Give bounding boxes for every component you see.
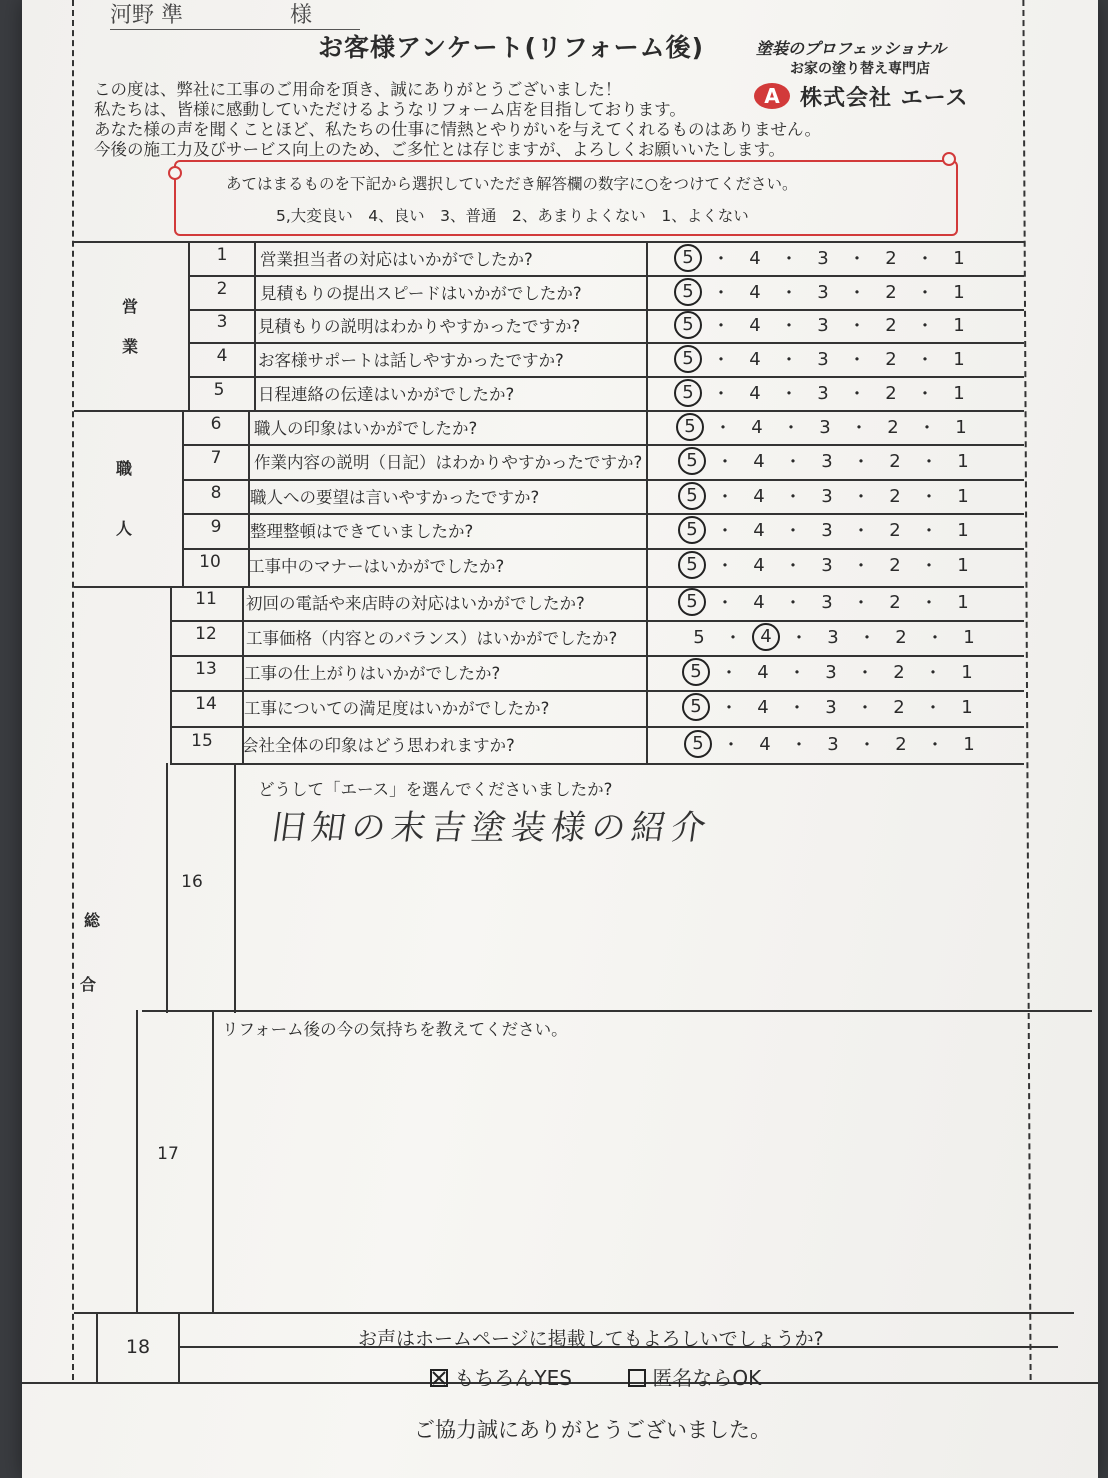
rating-option[interactable]: 4 (753, 591, 765, 613)
table-divider (166, 763, 168, 1013)
rating-scale (678, 551, 978, 579)
rating-option[interactable]: 4 (753, 519, 765, 541)
option-anonymous[interactable] (628, 1362, 761, 1391)
rating-option-selected[interactable]: 5 (682, 693, 710, 721)
rating-option-selected[interactable]: 5 (684, 730, 712, 758)
question-17-text: リフォーム後の今の気持ちを教えてください。 (222, 1020, 568, 1039)
row-divider (170, 655, 1024, 657)
question-number: 18 (125, 1336, 151, 1358)
rating-separator: ・ (720, 698, 738, 719)
rating-separator: ・ (716, 556, 734, 577)
checked-box-icon (430, 1369, 448, 1387)
option-anonymous-label: 匿名ならOK (652, 1366, 762, 1390)
rating-separator: ・ (780, 283, 798, 304)
rating-separator: ・ (916, 249, 934, 270)
rating-option[interactable]: 3 (817, 314, 829, 336)
table-divider (136, 1010, 138, 1312)
row-divider (182, 479, 1024, 481)
row-divider (74, 1312, 1074, 1314)
question-16-text: どうして「エース」を選んでくださいましたか? (258, 780, 613, 799)
rating-separator: ・ (926, 628, 944, 649)
rating-separator: ・ (716, 452, 734, 473)
rating-option[interactable]: 2 (889, 519, 901, 541)
rating-option[interactable]: 4 (757, 661, 769, 683)
rating-separator: ・ (788, 663, 806, 684)
rating-separator: ・ (722, 735, 740, 756)
intro-line: あなた様の声を聞くことほど、私たちの仕事に情熱とやりがいを与えてくれるものはありません。 (94, 120, 821, 139)
row-divider (182, 444, 1024, 446)
rating-separator: ・ (784, 452, 802, 473)
company-name: 株式会社 エース (800, 85, 969, 111)
table-top-border (74, 241, 1024, 243)
rating-separator: ・ (848, 249, 866, 270)
rating-scale (674, 278, 974, 306)
rating-option-selected[interactable]: 5 (674, 311, 702, 339)
rating-separator: ・ (920, 521, 938, 542)
rating-option[interactable]: 2 (885, 382, 897, 404)
question-text: 作業内容の説明（日記）はわかりやすかったですか? (254, 453, 643, 472)
table-divider (170, 586, 172, 764)
customer-name: 河野 準 (110, 3, 183, 28)
rating-separator: ・ (712, 249, 730, 270)
rating-option-selected[interactable]: 5 (678, 516, 706, 544)
intro-line: 私たちは、皆様に感動していただけるようなリフォーム店を目指しております。 (94, 100, 686, 119)
rating-option[interactable]: 3 (817, 348, 829, 370)
rating-separator: ・ (848, 283, 866, 304)
rating-separator: ・ (780, 384, 798, 405)
rating-separator: ・ (850, 418, 868, 439)
rating-separator: ・ (858, 735, 876, 756)
rating-option[interactable]: 3 (817, 281, 829, 303)
rating-separator: ・ (780, 316, 798, 337)
question-number: 9 (210, 517, 222, 537)
rating-option[interactable]: 3 (817, 382, 829, 404)
question-number: 16 (181, 872, 203, 892)
row-divider (188, 342, 1024, 344)
category-sales-label-1: 営 (122, 297, 139, 316)
question-text: 営業担当者の対応はいかがでしたか? (260, 250, 533, 269)
rating-separator: ・ (858, 628, 876, 649)
row-divider (142, 1010, 1092, 1012)
category-craftsman-label-2: 人 (116, 519, 133, 538)
rating-separator: ・ (920, 556, 938, 577)
rating-scale (678, 516, 978, 544)
rating-separator: ・ (926, 735, 944, 756)
rating-option[interactable]: 3 (821, 554, 833, 576)
question-17-answer-area[interactable] (218, 1042, 1018, 1302)
question-number: 3 (216, 312, 228, 332)
rating-option[interactable]: 2 (885, 314, 897, 336)
rating-option[interactable]: 3 (821, 485, 833, 507)
rating-option-selected[interactable]: 5 (682, 658, 710, 686)
question-number: 13 (195, 659, 217, 679)
rating-option[interactable]: 1 (955, 416, 967, 438)
rating-option[interactable]: 4 (751, 416, 763, 438)
rating-option[interactable]: 2 (893, 696, 905, 718)
rating-separator: ・ (856, 663, 874, 684)
rating-option-selected[interactable]: 5 (674, 278, 702, 306)
question-number: 7 (210, 448, 222, 468)
rating-option[interactable]: 2 (885, 281, 897, 303)
rating-separator: ・ (852, 556, 870, 577)
question-number: 14 (195, 694, 217, 714)
rating-separator: ・ (924, 698, 942, 719)
rating-separator: ・ (916, 350, 934, 371)
question-number: 12 (195, 624, 217, 644)
rating-separator: ・ (784, 487, 802, 508)
row-divider (182, 513, 1024, 515)
question-number: 2 (216, 279, 228, 299)
rating-option[interactable]: 1 (957, 554, 969, 576)
question-number: 1 (216, 245, 228, 265)
rating-option[interactable]: 3 (821, 591, 833, 613)
rating-option-selected[interactable]: 5 (674, 244, 702, 272)
question-text: 工事価格（内容とのバランス）はいかがでしたか? (246, 629, 618, 648)
rating-option[interactable]: 1 (953, 281, 965, 303)
rating-separator: ・ (790, 735, 808, 756)
rating-option-selected[interactable]: 5 (674, 379, 702, 407)
table-divider (254, 241, 256, 411)
question-text: 会社全体の印象はどう思われますか? (242, 736, 515, 755)
rating-separator: ・ (714, 418, 732, 439)
rating-option[interactable]: 3 (817, 247, 829, 269)
intro-paragraph (94, 80, 954, 160)
question-number: 4 (216, 346, 228, 366)
question-text: 日程連絡の伝達はいかがでしたか? (258, 385, 515, 404)
question-text: 工事の仕上がりはいかがでしたか? (244, 664, 501, 683)
rating-separator: ・ (918, 418, 936, 439)
rating-separator: ・ (784, 556, 802, 577)
rating-separator: ・ (712, 384, 730, 405)
rating-option[interactable]: 2 (889, 554, 901, 576)
rating-separator: ・ (784, 521, 802, 542)
question-text: 職人への要望は言いやすかったですか? (250, 488, 540, 507)
rating-option[interactable]: 1 (953, 382, 965, 404)
rating-scale (684, 623, 984, 651)
rating-option[interactable]: 2 (895, 733, 907, 755)
rating-separator: ・ (720, 663, 738, 684)
rating-option[interactable]: 2 (889, 591, 901, 613)
row-divider (182, 548, 1024, 550)
question-text: 職人の印象はいかがでしたか? (254, 419, 478, 438)
rating-separator: ・ (716, 593, 734, 614)
rating-option-selected[interactable]: 5 (674, 345, 702, 373)
rating-separator: ・ (916, 384, 934, 405)
rating-separator: ・ (852, 487, 870, 508)
table-divider (234, 763, 236, 1013)
empty-box-icon (628, 1369, 646, 1387)
rating-option[interactable]: 2 (887, 416, 899, 438)
rating-option[interactable]: 3 (825, 696, 837, 718)
rating-option-selected[interactable]: 4 (752, 623, 780, 651)
rating-option[interactable]: 1 (957, 591, 969, 613)
rating-separator: ・ (852, 521, 870, 542)
rating-separator: ・ (724, 628, 742, 649)
rating-option[interactable]: 1 (957, 450, 969, 472)
rating-separator: ・ (780, 249, 798, 270)
intro-line: この度は、弊社に工事のご用命を頂き、誠にありがとうございました！ (94, 80, 622, 99)
rating-option[interactable]: 3 (825, 661, 837, 683)
scroll-curl-icon (942, 152, 956, 166)
rating-option-selected[interactable]: 5 (678, 551, 706, 579)
brand-tagline: 塗装のプロフェッショナル (756, 39, 947, 58)
rating-separator: ・ (712, 350, 730, 371)
question-text: 初回の電話や来店時の対応はいかがでしたか? (246, 594, 585, 613)
rating-scale (684, 730, 984, 758)
rating-option[interactable]: 4 (749, 281, 761, 303)
row-divider (188, 275, 1024, 277)
instructions-text: あてはまるものを下記から選択していただき解答欄の数字に○をつけてください。 (226, 175, 798, 193)
question-text: 見積もりの説明はわかりやすかったですか? (258, 317, 581, 336)
question-number: 10 (199, 552, 221, 572)
section-divider (74, 410, 1024, 412)
rating-option[interactable]: 2 (889, 485, 901, 507)
rating-option[interactable]: 1 (961, 661, 973, 683)
rating-option[interactable]: 1 (953, 348, 965, 370)
rating-scale (678, 447, 978, 475)
question-text: 見積もりの提出スピードはいかがでしたか? (260, 284, 582, 303)
rating-separator: ・ (712, 283, 730, 304)
rating-separator: ・ (848, 350, 866, 371)
question-text: 工事中のマナーはいかがでしたか? (248, 557, 505, 576)
scroll-curl-icon (168, 166, 182, 180)
rating-separator: ・ (784, 593, 802, 614)
instructions-banner (174, 160, 958, 236)
table-divider (646, 241, 648, 764)
rating-separator: ・ (780, 350, 798, 371)
rating-separator: ・ (712, 316, 730, 337)
category-sales-label-2: 業 (122, 337, 139, 356)
rating-option-selected[interactable]: 5 (678, 482, 706, 510)
rating-option-selected[interactable]: 5 (676, 413, 704, 441)
question-16-answer[interactable]: 旧知の末吉塗装様の紹介 (268, 808, 715, 848)
question-text: 整理整頓はできていましたか? (250, 522, 474, 541)
rating-separator: ・ (790, 628, 808, 649)
question-number: 8 (210, 483, 222, 503)
rating-option[interactable]: 1 (963, 733, 975, 755)
rating-option[interactable]: 1 (957, 519, 969, 541)
rating-option[interactable]: 1 (961, 696, 973, 718)
rating-option[interactable]: 4 (753, 554, 765, 576)
question-number: 5 (213, 380, 225, 400)
rating-option[interactable]: 2 (885, 348, 897, 370)
rating-scale (674, 311, 974, 339)
category-craftsman-label-1: 職 (116, 459, 133, 478)
table-divider (212, 1010, 214, 1312)
rating-option[interactable]: 2 (895, 626, 907, 648)
rating-option[interactable]: 2 (889, 450, 901, 472)
question-number: 6 (210, 414, 222, 434)
rating-separator: ・ (920, 487, 938, 508)
rating-option[interactable]: 2 (893, 661, 905, 683)
rating-separator: ・ (920, 452, 938, 473)
customer-suffix: 様 (290, 3, 313, 28)
category-overall-label-2: 合 (80, 975, 97, 994)
rating-option[interactable]: 5 (693, 626, 705, 648)
rating-option[interactable]: 4 (749, 247, 761, 269)
rating-option[interactable]: 3 (821, 450, 833, 472)
rating-separator: ・ (788, 698, 806, 719)
rating-option[interactable]: 1 (953, 247, 965, 269)
rating-separator: ・ (916, 283, 934, 304)
category-overall-label-1: 総 (84, 911, 101, 930)
rating-option-selected[interactable]: 5 (678, 588, 706, 616)
rating-option[interactable]: 4 (749, 348, 761, 370)
rating-separator: ・ (848, 316, 866, 337)
question-number: 17 (157, 1144, 179, 1164)
rating-option[interactable]: 4 (749, 314, 761, 336)
rating-separator: ・ (920, 593, 938, 614)
question-text: お客様サポートは話しやすかったですか? (258, 351, 564, 370)
rating-option[interactable]: 3 (819, 416, 831, 438)
svg-text:A: A (764, 84, 780, 108)
rating-separator: ・ (848, 384, 866, 405)
row-divider (170, 763, 1024, 765)
option-yes-label: もちろんYES (454, 1366, 572, 1390)
rating-scale (682, 693, 982, 721)
rating-option[interactable]: 1 (953, 314, 965, 336)
rating-option[interactable]: 4 (753, 450, 765, 472)
table-divider (188, 241, 190, 411)
rating-separator: ・ (916, 316, 934, 337)
rating-option[interactable]: 1 (963, 626, 975, 648)
rating-scale (674, 244, 974, 272)
rating-scale (682, 658, 982, 686)
rating-separator: ・ (856, 698, 874, 719)
rating-option[interactable]: 1 (957, 485, 969, 507)
customer-name-line (110, 0, 360, 30)
rating-separator: ・ (716, 487, 734, 508)
rating-separator: ・ (852, 452, 870, 473)
question-number: 15 (191, 731, 213, 751)
table-divider (182, 410, 184, 586)
page-title: お客様アンケート(リフォーム後) (318, 33, 705, 62)
row-divider (188, 376, 1024, 378)
rating-separator: ・ (782, 418, 800, 439)
rating-scale (674, 345, 974, 373)
table-divider (96, 1312, 98, 1382)
rating-scale (674, 379, 974, 407)
question-text: 工事についての満足度はいかがでしたか? (244, 699, 550, 718)
thanks-message: ご協力誠にありがとうございました。 (414, 1418, 771, 1442)
rating-option-selected[interactable]: 5 (678, 447, 706, 475)
row-divider (170, 690, 1024, 692)
survey-sheet (22, 0, 1098, 1478)
rating-separator: ・ (716, 521, 734, 542)
option-yes[interactable] (430, 1362, 572, 1391)
rating-scale (676, 413, 976, 441)
rating-option[interactable]: 4 (753, 485, 765, 507)
rating-separator: ・ (924, 663, 942, 684)
rating-option[interactable]: 2 (885, 247, 897, 269)
rating-option[interactable]: 4 (757, 696, 769, 718)
rating-option[interactable]: 3 (821, 519, 833, 541)
question-number: 11 (195, 589, 217, 609)
row-divider (170, 726, 1024, 728)
brand-subline: お家の塗り替え専門店 (790, 61, 930, 77)
rating-option[interactable]: 4 (759, 733, 771, 755)
rating-scale (678, 482, 978, 510)
intro-line: 今後の施工力及びサービス向上のため、ご多忙とは存じますが、よろしくお願いいたします。 (94, 140, 786, 159)
left-dashed-border (72, 0, 74, 1380)
row-divider (170, 620, 1024, 622)
question-18-text: お声はホームページに掲載してもよろしいでしょうか? (358, 1328, 824, 1350)
rating-option[interactable]: 3 (827, 626, 839, 648)
rating-option[interactable]: 4 (749, 382, 761, 404)
rating-legend: 5,大変良い 4、良い 3、普通 2、あまりよくない 1、よくない (276, 207, 749, 225)
rating-scale (678, 588, 978, 616)
rating-option[interactable]: 3 (827, 733, 839, 755)
rating-separator: ・ (852, 593, 870, 614)
